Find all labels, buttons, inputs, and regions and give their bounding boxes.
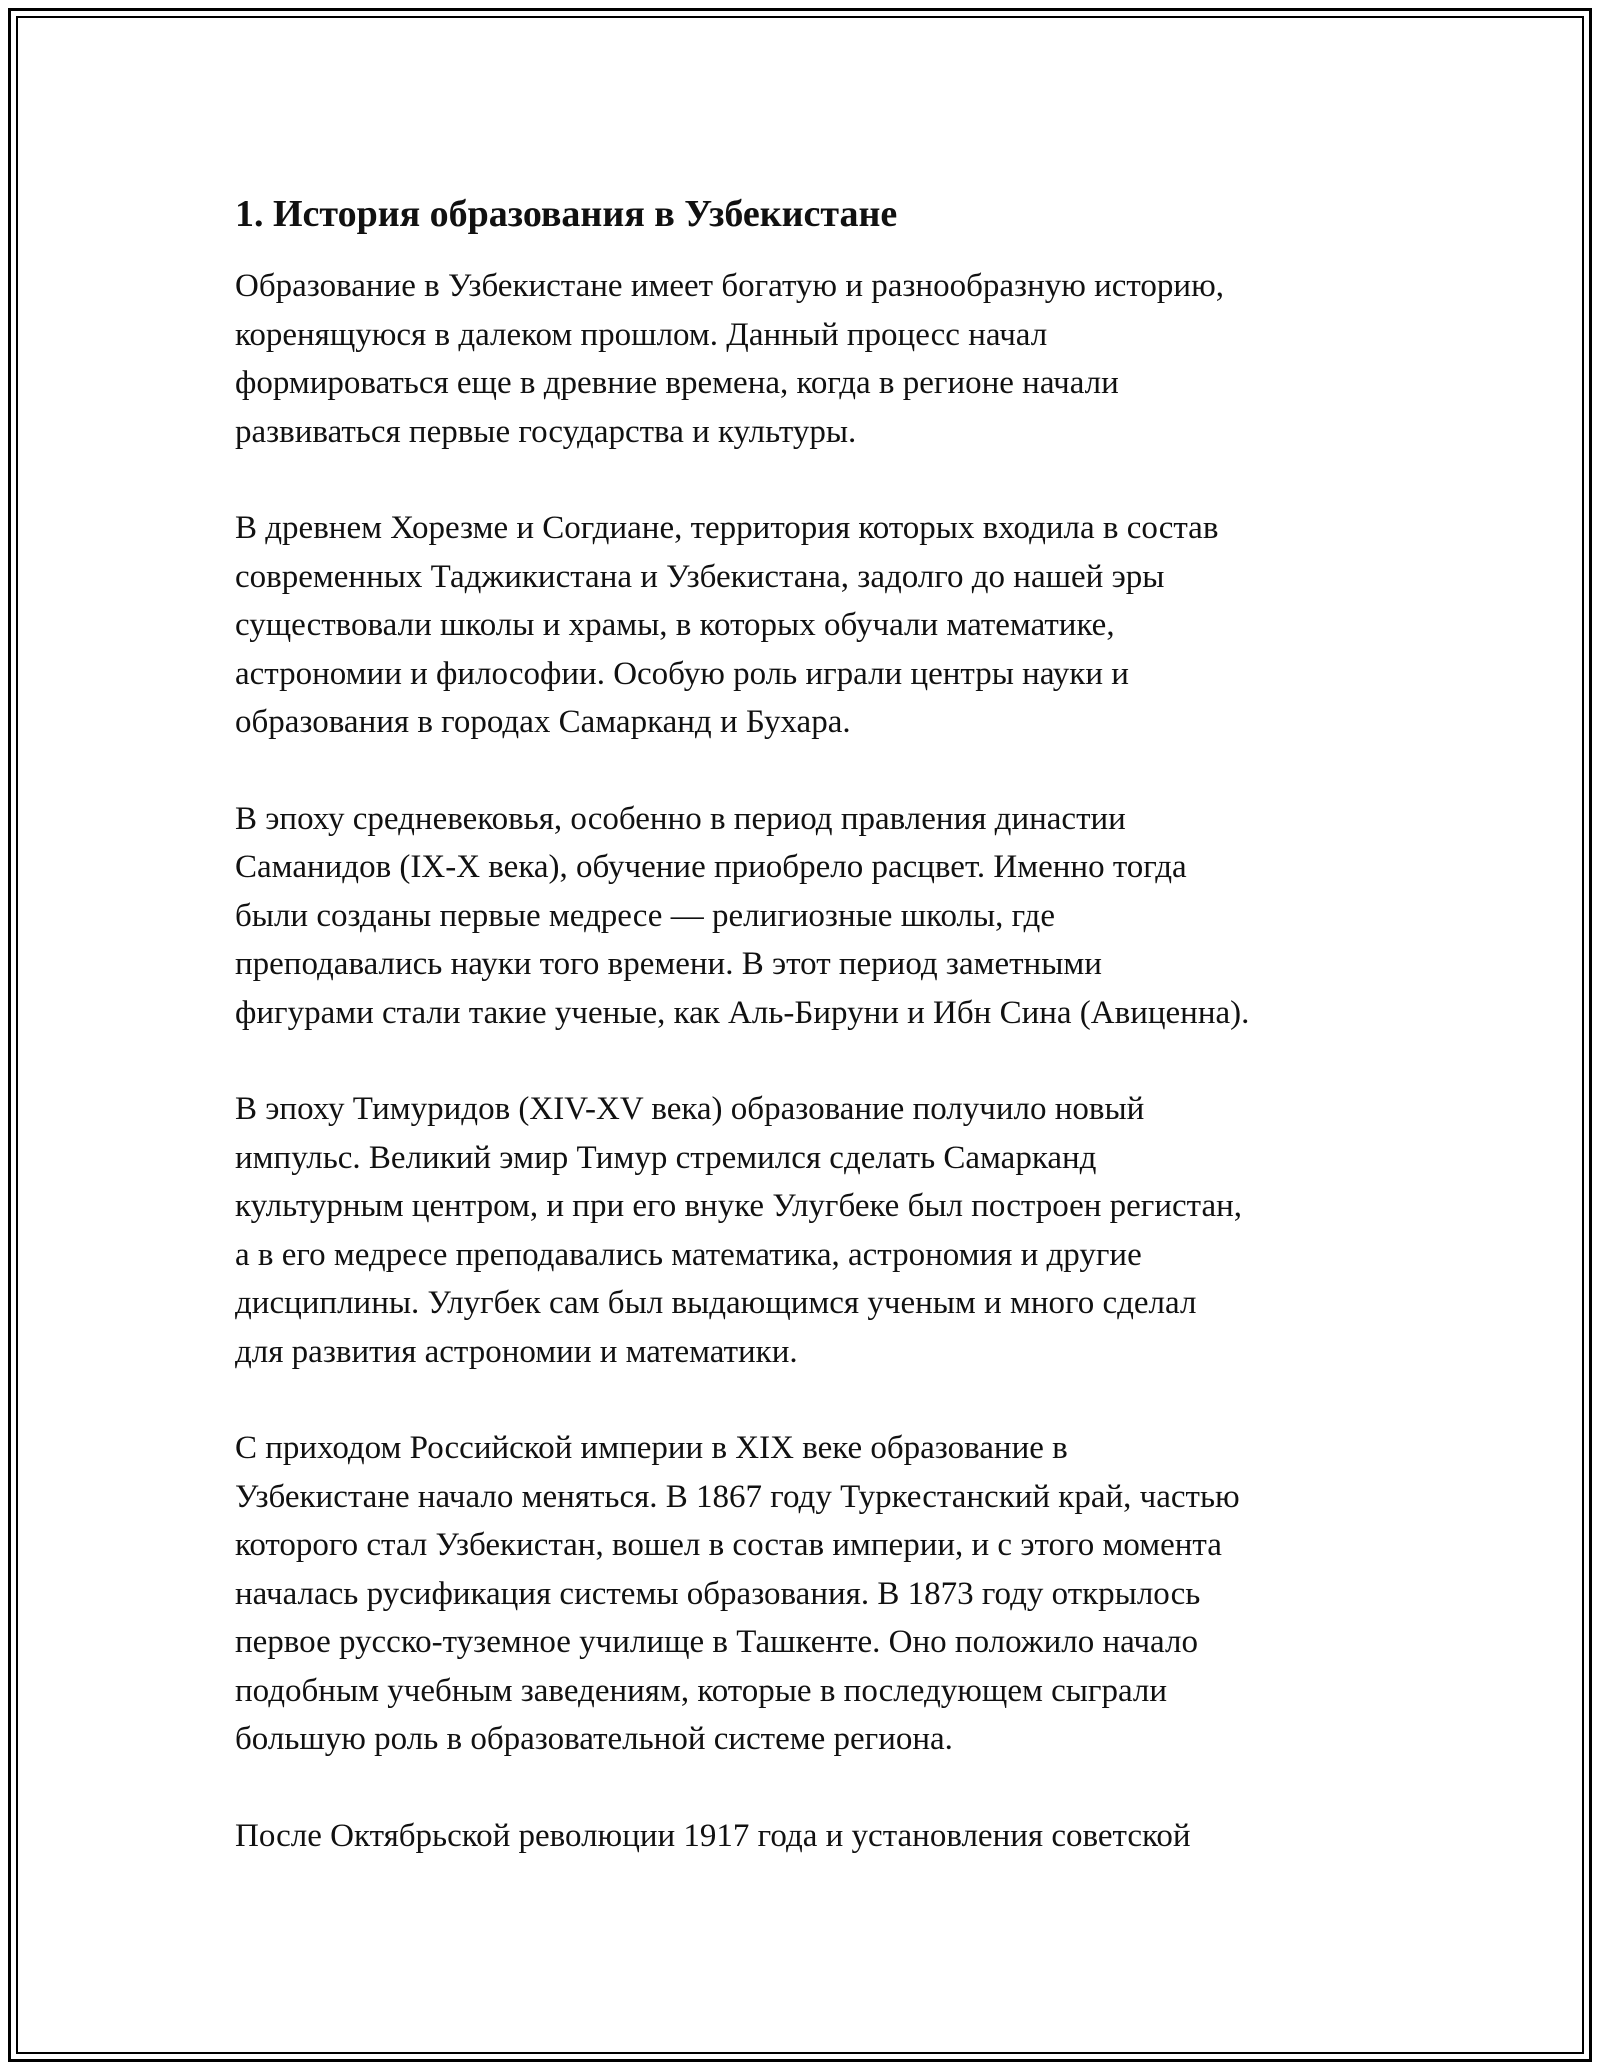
text-line: преподавались науки того времени. В этот период заметными	[235, 946, 1102, 982]
text-line: В древнем Хорезме и Согдиане, территория которых входила в состав	[235, 510, 1219, 546]
document-body	[235, 190, 1395, 1908]
text-line: Саманидов (IX-X века), обучение приобрело расцвет. Именно тогда	[235, 849, 1187, 885]
paragraph-3	[235, 795, 1395, 1038]
text-line: началась русификация системы образования. В 1873 году открылось	[235, 1575, 1201, 1612]
paragraph-5	[235, 1424, 1395, 1764]
text-line: были созданы первые медресе — религиозные школы, где	[235, 897, 1055, 934]
text-line: астрономии и философии. Особую роль играли центры науки и	[235, 655, 1129, 692]
text-line: культурным центром, и при его внуке Улугбеке был построен регистан,	[235, 1188, 1243, 1224]
text-line: которого стал Узбекистан, вошел в состав империи, и с этого момента	[235, 1527, 1222, 1563]
paragraph-4	[235, 1085, 1395, 1376]
section-heading: 1. История образования в Узбекистане	[235, 193, 898, 235]
text-line: для развития астрономии и математики.	[235, 1333, 798, 1370]
text-line: Образование в Узбекистане имеет богатую и разнообразную историю,	[235, 268, 1224, 304]
text-line: После Октябрьской революции 1917 года и установления советской	[235, 1817, 1191, 1854]
text-line: современных Таджикистана и Узбекистана, задолго до нашей эры	[235, 558, 1165, 595]
text-line: коренящуюся в далеком прошлом. Данный процесс начал	[235, 316, 1048, 353]
text-line: В эпоху средневековья, особенно в период правления династии	[235, 800, 1126, 837]
text-line: В эпоху Тимуридов (XIV-XV века) образование получило новый	[235, 1091, 1145, 1127]
text-line: а в его медресе преподавались математика, астрономия и другие	[235, 1236, 1142, 1273]
text-line: фигурами стали такие ученые, как Аль-Бируни и Ибн Сина (Авиценна).	[235, 994, 1250, 1031]
paragraph-6	[235, 1812, 1395, 1861]
text-line: развиваться первые государства и культуры.	[235, 413, 857, 450]
paragraph-1	[235, 262, 1395, 456]
text-line: С приходом Российской империи в XIX веке образование в	[235, 1430, 1068, 1466]
text-line: Узбекистане начало меняться. В 1867 году Туркестанский край, частью	[235, 1478, 1240, 1515]
text-line: образования в городах Самарканд и Бухара.	[235, 704, 851, 740]
text-line: первое русско-туземное училище в Ташкенте. Оно положило начало	[235, 1624, 1198, 1660]
text-line: подобным учебным заведениям, которые в последующем сыграли	[235, 1672, 1168, 1709]
paragraph-2	[235, 504, 1395, 747]
text-line: большую роль в образовательной системе региона.	[235, 1721, 953, 1757]
text-line: дисциплины. Улугбек сам был выдающимся ученым и много сделал	[235, 1285, 1197, 1321]
text-line: формироваться еще в древние времена, когда в регионе начали	[235, 365, 1119, 401]
text-line: импульс. Великий эмир Тимур стремился сделать Самарканд	[235, 1139, 1097, 1176]
text-line: существовали школы и храмы, в которых обучали математике,	[235, 607, 1115, 643]
